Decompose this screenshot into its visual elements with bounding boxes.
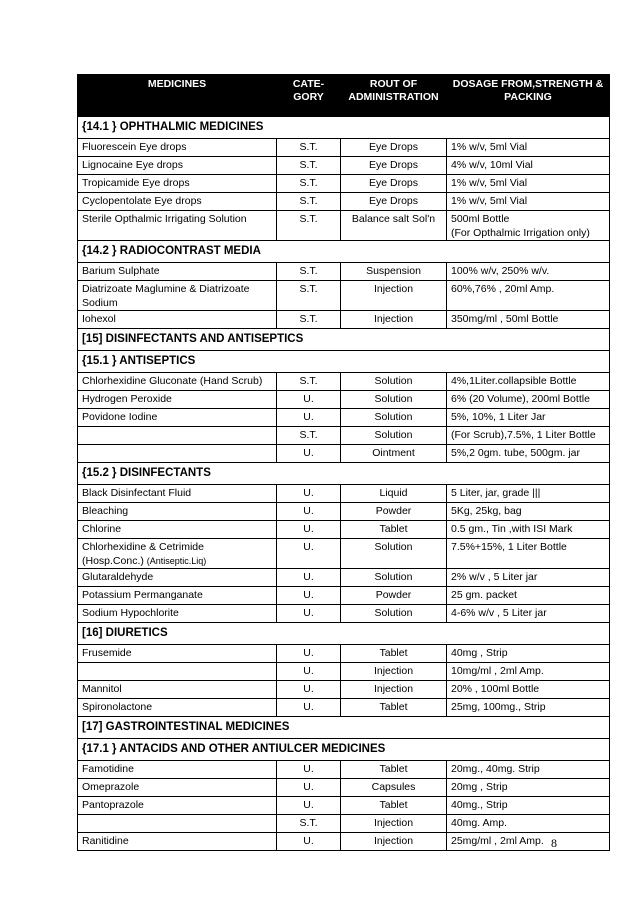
- route-cell: Balance salt Sol'n: [341, 211, 447, 241]
- dosage-cell: [447, 211, 610, 241]
- table-row: [78, 139, 610, 157]
- medicine-name-text: Lignocaine Eye drops: [82, 159, 183, 171]
- category-cell: S.T.: [277, 157, 341, 175]
- dosage-text: 5Kg, 25kg, bag: [451, 505, 522, 517]
- dosage-text: 5%, 10%, 1 Liter Jar: [451, 411, 546, 423]
- section-title: {14.2 } RADIOCONTRAST MEDIA: [78, 241, 610, 263]
- table-row: [78, 521, 610, 539]
- medicine-name-text: Barium Sulphate: [82, 265, 160, 277]
- table-row: [78, 485, 610, 503]
- category-cell: U.: [277, 485, 341, 503]
- dosage-cell: [447, 815, 610, 833]
- medicine-name-text: Black Disinfectant Fluid: [82, 487, 192, 499]
- medicine-name: [78, 485, 277, 503]
- dosage-cell: [447, 373, 610, 391]
- section-title: {14.1 } OPHTHALMIC MEDICINES: [78, 117, 610, 139]
- medicine-name-text: Spironolactone: [82, 701, 153, 713]
- section-title: {15.1 } ANTISEPTICS: [78, 351, 610, 373]
- category-cell: U.: [277, 681, 341, 699]
- category-cell: S.T.: [277, 263, 341, 281]
- medicine-name: [78, 139, 277, 157]
- table-body: [78, 117, 610, 851]
- route-cell: Solution: [341, 539, 447, 569]
- route-cell: Suspension: [341, 263, 447, 281]
- section-header-row: [78, 241, 610, 263]
- route-cell: Tablet: [341, 761, 447, 779]
- medicine-name: [78, 521, 277, 539]
- medicine-name-text: Diatrizoate Maglumine & Diatrizoate: [82, 283, 250, 295]
- category-cell: S.T.: [277, 139, 341, 157]
- table-row: [78, 605, 610, 623]
- dosage-text: 25 gm. packet: [451, 589, 517, 601]
- medicine-name-text: Mannitol: [82, 683, 122, 695]
- category-cell: S.T.: [277, 211, 341, 241]
- medicine-name-text: Povidone Iodine: [82, 411, 158, 423]
- route-cell: Solution: [341, 409, 447, 427]
- medicine-name: [78, 311, 277, 329]
- section-title: [17] GASTROINTESTINAL MEDICINES: [78, 717, 610, 739]
- header-category: CATE- GORY: [277, 75, 341, 117]
- medicine-name-text: Chlorhexidine & Cetrimide: [82, 541, 204, 553]
- route-cell: Liquid: [341, 485, 447, 503]
- dosage-text: 1% w/v, 5ml Vial: [451, 177, 528, 189]
- dosage-cell: [447, 645, 610, 663]
- medicine-name-text: Famotidine: [82, 763, 134, 775]
- table-row: [78, 833, 610, 851]
- category-cell: U.: [277, 539, 341, 569]
- medicine-name: [78, 281, 277, 311]
- medicine-name-text: Potassium Permanganate: [82, 589, 203, 601]
- category-cell: S.T.: [277, 815, 341, 833]
- dosage-text: 25mg/ml , 2ml Amp.: [451, 835, 544, 847]
- dosage-cell: [447, 409, 610, 427]
- medicine-name: [78, 427, 277, 445]
- route-cell: Ointment: [341, 445, 447, 463]
- medicine-name-text: Fluorescein Eye drops: [82, 141, 187, 153]
- dosage-cell: [447, 699, 610, 717]
- dosage-text: 40mg., Strip: [451, 799, 508, 811]
- medicine-name-text: Chlorine: [82, 523, 122, 535]
- medicine-name: [78, 263, 277, 281]
- medicine-name-text: Hydrogen Peroxide: [82, 393, 172, 405]
- medicine-name: [78, 445, 277, 463]
- section-header-row: [78, 717, 610, 739]
- medicine-name-text: Sterile Opthalmic Irrigating Solution: [82, 213, 247, 225]
- table-row: [78, 761, 610, 779]
- table-row: [78, 211, 610, 241]
- medicine-name: [78, 409, 277, 427]
- table-row: [78, 373, 610, 391]
- medicine-name: [78, 605, 277, 623]
- table-row: [78, 445, 610, 463]
- category-cell: U.: [277, 761, 341, 779]
- route-cell: Capsules: [341, 779, 447, 797]
- table-row: [78, 503, 610, 521]
- medicine-name-text: Cyclopentolate Eye drops: [82, 195, 202, 207]
- dosage-cell: [447, 761, 610, 779]
- route-cell: Injection: [341, 281, 447, 311]
- medicine-name: [78, 779, 277, 797]
- dosage-cell: [447, 193, 610, 211]
- category-cell: U.: [277, 569, 341, 587]
- route-cell: Injection: [341, 815, 447, 833]
- page-number: 8: [551, 836, 557, 850]
- dosage-cell: [447, 311, 610, 329]
- table-row: [78, 797, 610, 815]
- medicine-name: [78, 797, 277, 815]
- route-cell: Eye Drops: [341, 175, 447, 193]
- medicine-name: [78, 815, 277, 833]
- route-cell: Solution: [341, 391, 447, 409]
- dosage-text: 20mg., 40mg. Strip: [451, 763, 540, 775]
- header-medicines: MEDICINES: [78, 75, 277, 117]
- category-cell: U.: [277, 587, 341, 605]
- dosage-text: 60%,76% , 20ml Amp.: [451, 283, 555, 295]
- route-cell: Eye Drops: [341, 193, 447, 211]
- category-cell: U.: [277, 391, 341, 409]
- category-cell: U.: [277, 503, 341, 521]
- section-header-row: [78, 739, 610, 761]
- medicine-name: [78, 569, 277, 587]
- dosage-cell: [447, 797, 610, 815]
- dosage-text: 5%,2 0gm. tube, 500gm. jar: [451, 447, 580, 459]
- dosage-cell: [447, 427, 610, 445]
- category-cell: U.: [277, 699, 341, 717]
- category-cell: U.: [277, 663, 341, 681]
- table-row: [78, 569, 610, 587]
- dosage-cell: [447, 175, 610, 193]
- category-cell: U.: [277, 409, 341, 427]
- dosage-cell: [447, 833, 610, 851]
- table-row: [78, 681, 610, 699]
- category-cell: U.: [277, 645, 341, 663]
- route-cell: Tablet: [341, 521, 447, 539]
- dosage-text: 20% , 100ml Bottle: [451, 683, 540, 695]
- medicine-name-text: Frusemide: [82, 647, 132, 659]
- dosage-text: 6% (20 Volume), 200ml Bottle: [451, 393, 590, 405]
- medicine-name-text: Chlorhexidine Gluconate (Hand Scrub): [82, 375, 263, 387]
- category-cell: S.T.: [277, 373, 341, 391]
- dosage-cell: [447, 569, 610, 587]
- table-row: [78, 645, 610, 663]
- medicine-name-note: (Antiseptic.Liq): [146, 556, 207, 566]
- table-row: [78, 815, 610, 833]
- category-cell: S.T.: [277, 281, 341, 311]
- dosage-text: 2% w/v , 5 Liter jar: [451, 571, 538, 583]
- dosage-text: 20mg , Strip: [451, 781, 508, 793]
- route-cell: Tablet: [341, 645, 447, 663]
- header-dosage: DOSAGE FROM,STRENGTH & PACKING: [447, 75, 610, 117]
- medicine-name: [78, 373, 277, 391]
- medicine-name-text: Iohexol: [82, 313, 116, 325]
- section-header-row: [78, 329, 610, 351]
- route-cell: Solution: [341, 569, 447, 587]
- dosage-text: 100% w/v, 250% w/v.: [451, 265, 550, 277]
- category-cell: U.: [277, 797, 341, 815]
- route-cell: Powder: [341, 587, 447, 605]
- table-row: [78, 157, 610, 175]
- dosage-cell: [447, 587, 610, 605]
- dosage-cell: [447, 521, 610, 539]
- table-row: [78, 663, 610, 681]
- dosage-text: 1% w/v, 5ml Vial: [451, 195, 528, 207]
- medicine-name: [78, 539, 277, 569]
- table-row: [78, 311, 610, 329]
- medicine-name: [78, 193, 277, 211]
- table-header-row: [78, 75, 610, 117]
- dosage-cell: [447, 779, 610, 797]
- dosage-text: 4-6% w/v , 5 Liter jar: [451, 607, 547, 619]
- medicine-name-text: Omeprazole: [82, 781, 140, 793]
- dosage-cell: [447, 485, 610, 503]
- route-cell: Tablet: [341, 699, 447, 717]
- table-row: [78, 779, 610, 797]
- dosage-text: (For Scrub),7.5%, 1 Liter Bottle: [451, 429, 596, 441]
- dosage-text-line2: (For Opthalmic Irrigation only): [451, 227, 590, 239]
- table-row: [78, 587, 610, 605]
- dosage-text: 10mg/ml , 2ml Amp.: [451, 665, 544, 677]
- medicine-name: [78, 211, 277, 241]
- medicine-name-text: Pantoprazole: [82, 799, 144, 811]
- route-cell: Injection: [341, 311, 447, 329]
- dosage-cell: [447, 263, 610, 281]
- category-cell: S.T.: [277, 175, 341, 193]
- category-cell: U.: [277, 833, 341, 851]
- dosage-cell: [447, 663, 610, 681]
- route-cell: Tablet: [341, 797, 447, 815]
- medicine-name-text: Tropicamide Eye drops: [82, 177, 190, 189]
- dosage-cell: [447, 681, 610, 699]
- medicine-name-line2: Sodium: [82, 297, 118, 309]
- medicine-name: [78, 645, 277, 663]
- section-header-row: [78, 351, 610, 373]
- medicine-name-text: Sodium Hypochlorite: [82, 607, 179, 619]
- dosage-text: 500ml Bottle: [451, 213, 510, 225]
- section-header-row: [78, 463, 610, 485]
- category-cell: U.: [277, 779, 341, 797]
- dosage-text: 25mg, 100mg., Strip: [451, 701, 546, 713]
- section-header-row: [78, 117, 610, 139]
- dosage-cell: [447, 539, 610, 569]
- section-title: {17.1 } ANTACIDS AND OTHER ANTIULCER MEDICINES: [78, 739, 610, 761]
- header-route: ROUT OF ADMINISTRATION: [341, 75, 447, 117]
- table-row: [78, 409, 610, 427]
- category-cell: U.: [277, 445, 341, 463]
- section-header-row: [78, 623, 610, 645]
- route-cell: Solution: [341, 427, 447, 445]
- dosage-text: 1% w/v, 5ml Vial: [451, 141, 528, 153]
- section-title: [15] DISINFECTANTS AND ANTISEPTICS: [78, 329, 610, 351]
- route-cell: Powder: [341, 503, 447, 521]
- medicine-name: [78, 503, 277, 521]
- dosage-text: 350mg/ml , 50ml Bottle: [451, 313, 559, 325]
- medicine-name: [78, 663, 277, 681]
- medicine-name: [78, 157, 277, 175]
- medicine-name: [78, 761, 277, 779]
- section-title: {15.2 } DISINFECTANTS: [78, 463, 610, 485]
- medicine-name: [78, 833, 277, 851]
- route-cell: Injection: [341, 833, 447, 851]
- dosage-text: 4% w/v, 10ml Vial: [451, 159, 533, 171]
- route-cell: Solution: [341, 373, 447, 391]
- medicine-name-text: Ranitidine: [82, 835, 129, 847]
- dosage-cell: [447, 391, 610, 409]
- section-title: [16] DIURETICS: [78, 623, 610, 645]
- dosage-cell: [447, 503, 610, 521]
- dosage-cell: [447, 139, 610, 157]
- dosage-text: 4%,1Liter.collapsible Bottle: [451, 375, 577, 387]
- category-cell: U.: [277, 521, 341, 539]
- medicines-table: [77, 74, 610, 851]
- table-row: [78, 539, 610, 569]
- medicine-name: [78, 699, 277, 717]
- route-cell: Eye Drops: [341, 157, 447, 175]
- dosage-cell: [447, 157, 610, 175]
- medicine-name: [78, 587, 277, 605]
- category-cell: S.T.: [277, 427, 341, 445]
- table-row: [78, 281, 610, 311]
- dosage-cell: [447, 445, 610, 463]
- dosage-text: 40mg , Strip: [451, 647, 508, 659]
- dosage-text: 0.5 gm., Tin ,with ISI Mark: [451, 523, 573, 535]
- dosage-cell: [447, 605, 610, 623]
- dosage-cell: [447, 281, 610, 311]
- medicine-name-text: Glutaraldehyde: [82, 571, 154, 583]
- table-row: [78, 263, 610, 281]
- table-row: [78, 175, 610, 193]
- medicine-name-text: Bleaching: [82, 505, 129, 517]
- route-cell: Injection: [341, 681, 447, 699]
- medicine-name: [78, 391, 277, 409]
- category-cell: S.T.: [277, 193, 341, 211]
- table-row: [78, 193, 610, 211]
- category-cell: U.: [277, 605, 341, 623]
- route-cell: Solution: [341, 605, 447, 623]
- medicine-name-line2: (Hosp.Conc.): [82, 555, 147, 567]
- route-cell: Eye Drops: [341, 139, 447, 157]
- table-row: [78, 391, 610, 409]
- dosage-text: 40mg. Amp.: [451, 817, 508, 829]
- category-cell: S.T.: [277, 311, 341, 329]
- table-row: [78, 699, 610, 717]
- route-cell: Injection: [341, 663, 447, 681]
- medicine-name: [78, 175, 277, 193]
- medicine-name: [78, 681, 277, 699]
- dosage-text: 5 Liter, jar, grade |||: [451, 487, 541, 499]
- table-row: [78, 427, 610, 445]
- dosage-text: 7.5%+15%, 1 Liter Bottle: [451, 541, 567, 553]
